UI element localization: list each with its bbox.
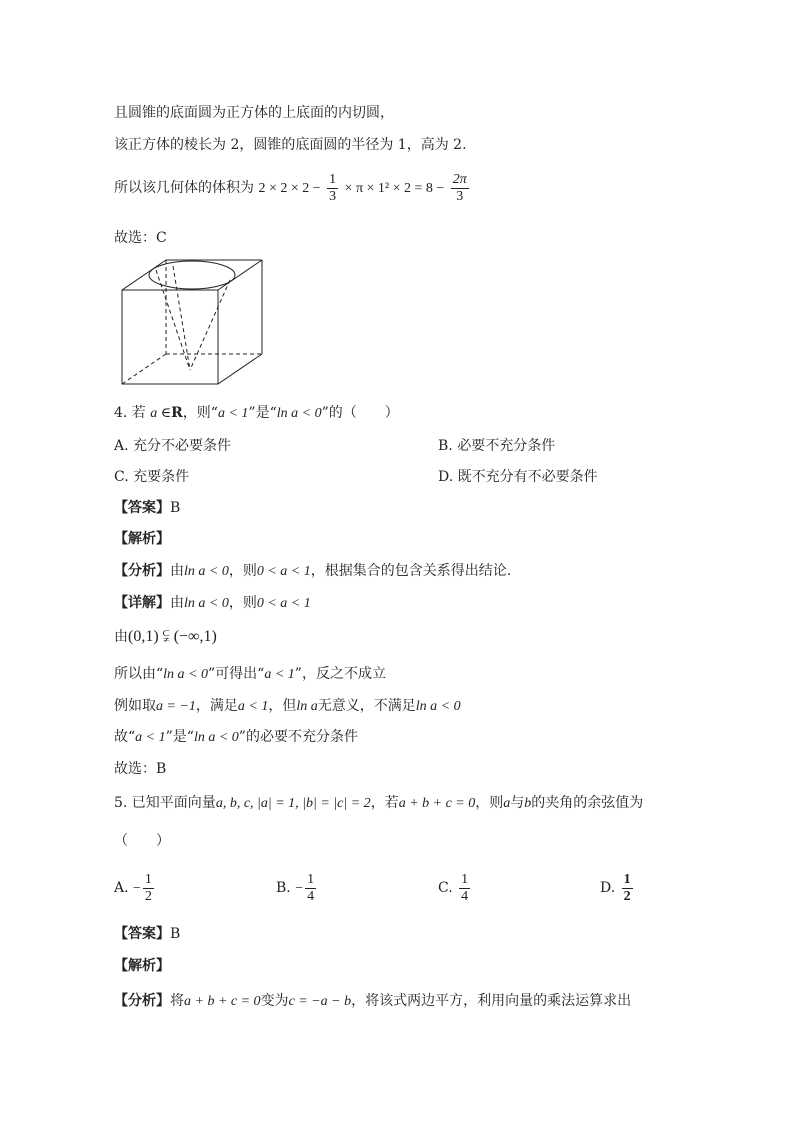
- so-a: 所以由“: [114, 666, 164, 682]
- cube-top-right-edge: [218, 260, 262, 290]
- opt-sign: −: [133, 881, 141, 896]
- q5-fenxi: [114, 991, 631, 1012]
- opt-fraction: [305, 872, 316, 905]
- fraction-num: 1: [461, 871, 469, 887]
- eg-math-1: a = −1: [156, 699, 196, 714]
- q5-stem-c: ，则: [475, 795, 504, 811]
- q5-math-a: a: [503, 796, 511, 811]
- opt-label: D.: [600, 880, 616, 896]
- fraction-den: 3: [329, 188, 337, 204]
- q5-jiexi: [114, 956, 170, 976]
- xj-math-2: 0 < a < 1: [256, 596, 311, 611]
- you-a: 由: [114, 629, 128, 645]
- q4-stem-c: ”是“: [248, 405, 277, 421]
- volume-expr-b: × π × 1² × 2 = 8 −: [344, 181, 445, 196]
- q4-jiexi: [114, 529, 170, 549]
- eg-c: ，但: [268, 698, 297, 714]
- q4-fenxi: [114, 561, 511, 582]
- fraction-num: 2π: [452, 171, 467, 187]
- fraction-den: 4: [461, 888, 469, 904]
- fenxi-tag: 【分析】: [114, 993, 170, 1009]
- q4-stem: [114, 403, 399, 424]
- q4-math-a-in: a ∈: [150, 406, 172, 421]
- xiangjie-tag: 【详解】: [114, 595, 170, 611]
- jiexi-tag: 【解析】: [114, 958, 170, 974]
- answer-tag: 【答案】: [114, 926, 170, 942]
- fenxi-math-1: a + b + c = 0: [184, 994, 261, 1009]
- opt-label: A.: [114, 880, 129, 896]
- cone-slant-right: [190, 280, 230, 370]
- q4-stem-b: ，则“: [182, 405, 218, 421]
- subset-math: (0,1) ⫋ (−∞,1): [128, 628, 217, 645]
- so-c: ”，反之不成立: [294, 666, 386, 682]
- q5-option-d[interactable]: [600, 870, 635, 906]
- cone-slant-left: [156, 270, 190, 370]
- q5-paren: （ ）: [114, 833, 170, 849]
- q5-stem-e: 的夹角的余弦值为: [531, 795, 644, 811]
- fenxi-b: 变为: [260, 993, 289, 1009]
- gu-math-2: ln a < 0: [193, 730, 239, 745]
- q5-math-b: b: [524, 796, 532, 811]
- cube-bottom-right-edge: [218, 354, 262, 384]
- fraction-two-pi-third: [451, 172, 469, 205]
- q4-stem-a: 4. 若: [114, 405, 146, 421]
- cube-front-face: [122, 290, 218, 384]
- fenxi-c: ，将该式两边平方，利用向量的乘法运算求出: [351, 993, 632, 1009]
- xj-b: ，则: [228, 595, 257, 611]
- q4-answer: [114, 498, 180, 518]
- gu-a: 故“: [114, 729, 136, 745]
- opt-sign: −: [295, 881, 304, 896]
- q4-so-line: [114, 664, 386, 685]
- fenxi-math-2: c = −a − b: [288, 994, 352, 1009]
- q5-stem: [114, 793, 643, 814]
- eg-a: 例如取: [114, 698, 156, 714]
- q4-math-R: R: [171, 405, 183, 421]
- gu-b: ”是“: [165, 729, 194, 745]
- q5-option-a[interactable]: [114, 870, 156, 907]
- opt-label: B.: [276, 880, 291, 896]
- q4-choose-line: 故选：B: [114, 761, 167, 777]
- cube-hidden-bottom-left-edge: [122, 354, 166, 384]
- volume-expr-a: 2 × 2 × 2 −: [258, 181, 321, 196]
- fraction-num: 1: [329, 171, 337, 187]
- xj-a: 由: [170, 595, 184, 611]
- q4-option-b[interactable]: B. 必要不充分条件: [438, 438, 556, 454]
- q5-stem-a: 5. 已知平面向量: [114, 795, 216, 811]
- fraction-num: 1: [307, 871, 315, 887]
- q4-example-line: [114, 696, 461, 717]
- eg-b: ，满足: [195, 698, 238, 714]
- q4-stem-d: ”的（ ）: [321, 405, 399, 421]
- eg-math-3: ln a: [296, 699, 318, 714]
- fenxi-a: 将: [170, 993, 184, 1009]
- eg-math-4: ln a < 0: [415, 699, 461, 714]
- answer-tag: 【答案】: [114, 500, 170, 516]
- q5-math-vectors: a, b, c, |a| = 1, |b| = |c| = 2: [215, 796, 371, 811]
- text-line-2: 该正方体的棱长为 2，圆锥的底面圆的半径为 1，高为 2.: [114, 137, 467, 153]
- q4-math-a-lt-1: a < 1: [217, 406, 249, 421]
- fraction-num: 1: [623, 871, 631, 887]
- gu-math-1: a < 1: [135, 730, 166, 745]
- opt-fraction: [622, 872, 633, 905]
- fenxi-b: ，则: [228, 563, 257, 579]
- fenxi-a: 由: [170, 563, 184, 579]
- text-line-1: 且圆锥的底面圆为正方体的上底面的内切圆，: [114, 105, 394, 121]
- cube-top-left-edge: [122, 260, 166, 290]
- so-b: ”可得出“: [208, 666, 265, 682]
- q4-subset-line: [114, 627, 217, 647]
- q4-math-ln: ln a < 0: [276, 406, 322, 421]
- jiexi-tag: 【解析】: [114, 531, 170, 547]
- fraction-den: 4: [307, 888, 315, 904]
- cube-cone-figure: [118, 256, 270, 388]
- gu-c: ”的必要不充分条件: [238, 729, 358, 745]
- fenxi-math-2: 0 < a < 1: [256, 564, 311, 579]
- fraction-num: 1: [144, 871, 152, 887]
- q5-math-sum-zero: a + b + c = 0: [398, 796, 476, 811]
- q4-xiangjie: [114, 593, 311, 614]
- q5-answer: [114, 924, 180, 944]
- fenxi-c: ，根据集合的包含关系得出结论.: [310, 563, 512, 579]
- q4-option-c[interactable]: C. 充要条件: [114, 469, 190, 485]
- volume-prefix: 所以该几何体的体积为: [114, 180, 254, 196]
- q5-stem-d: 与: [510, 795, 525, 811]
- q4-conclusion-line: [114, 727, 358, 748]
- q4-option-a[interactable]: A. 充分不必要条件: [114, 438, 232, 454]
- opt-fraction: [143, 872, 154, 905]
- cone-base-ellipse: [149, 261, 235, 289]
- fenxi-math-1: ln a < 0: [184, 564, 229, 579]
- eg-math-2: a < 1: [237, 699, 269, 714]
- fraction-one-third: [327, 172, 338, 205]
- q5-option-b[interactable]: [276, 870, 318, 907]
- so-math-2: a < 1: [264, 667, 295, 682]
- answer-value: B: [170, 926, 181, 942]
- fraction-den: 3: [456, 188, 464, 204]
- so-math-1: ln a < 0: [163, 667, 209, 682]
- xj-math-1: ln a < 0: [184, 596, 229, 611]
- fraction-den: 2: [144, 888, 152, 904]
- eg-d: 无意义，不满足: [317, 698, 416, 714]
- volume-formula-line: [114, 168, 471, 209]
- answer-value: B: [170, 500, 181, 516]
- choose-c-line: 故选：C: [114, 230, 167, 246]
- opt-label: C.: [438, 880, 453, 896]
- fraction-den: 2: [623, 888, 631, 904]
- opt-fraction: [459, 872, 470, 905]
- q4-option-d[interactable]: D. 既不充分有不必要条件: [438, 469, 598, 485]
- q5-stem-b: ，若: [370, 795, 399, 811]
- q5-option-c[interactable]: [438, 870, 472, 906]
- fenxi-tag: 【分析】: [114, 563, 170, 579]
